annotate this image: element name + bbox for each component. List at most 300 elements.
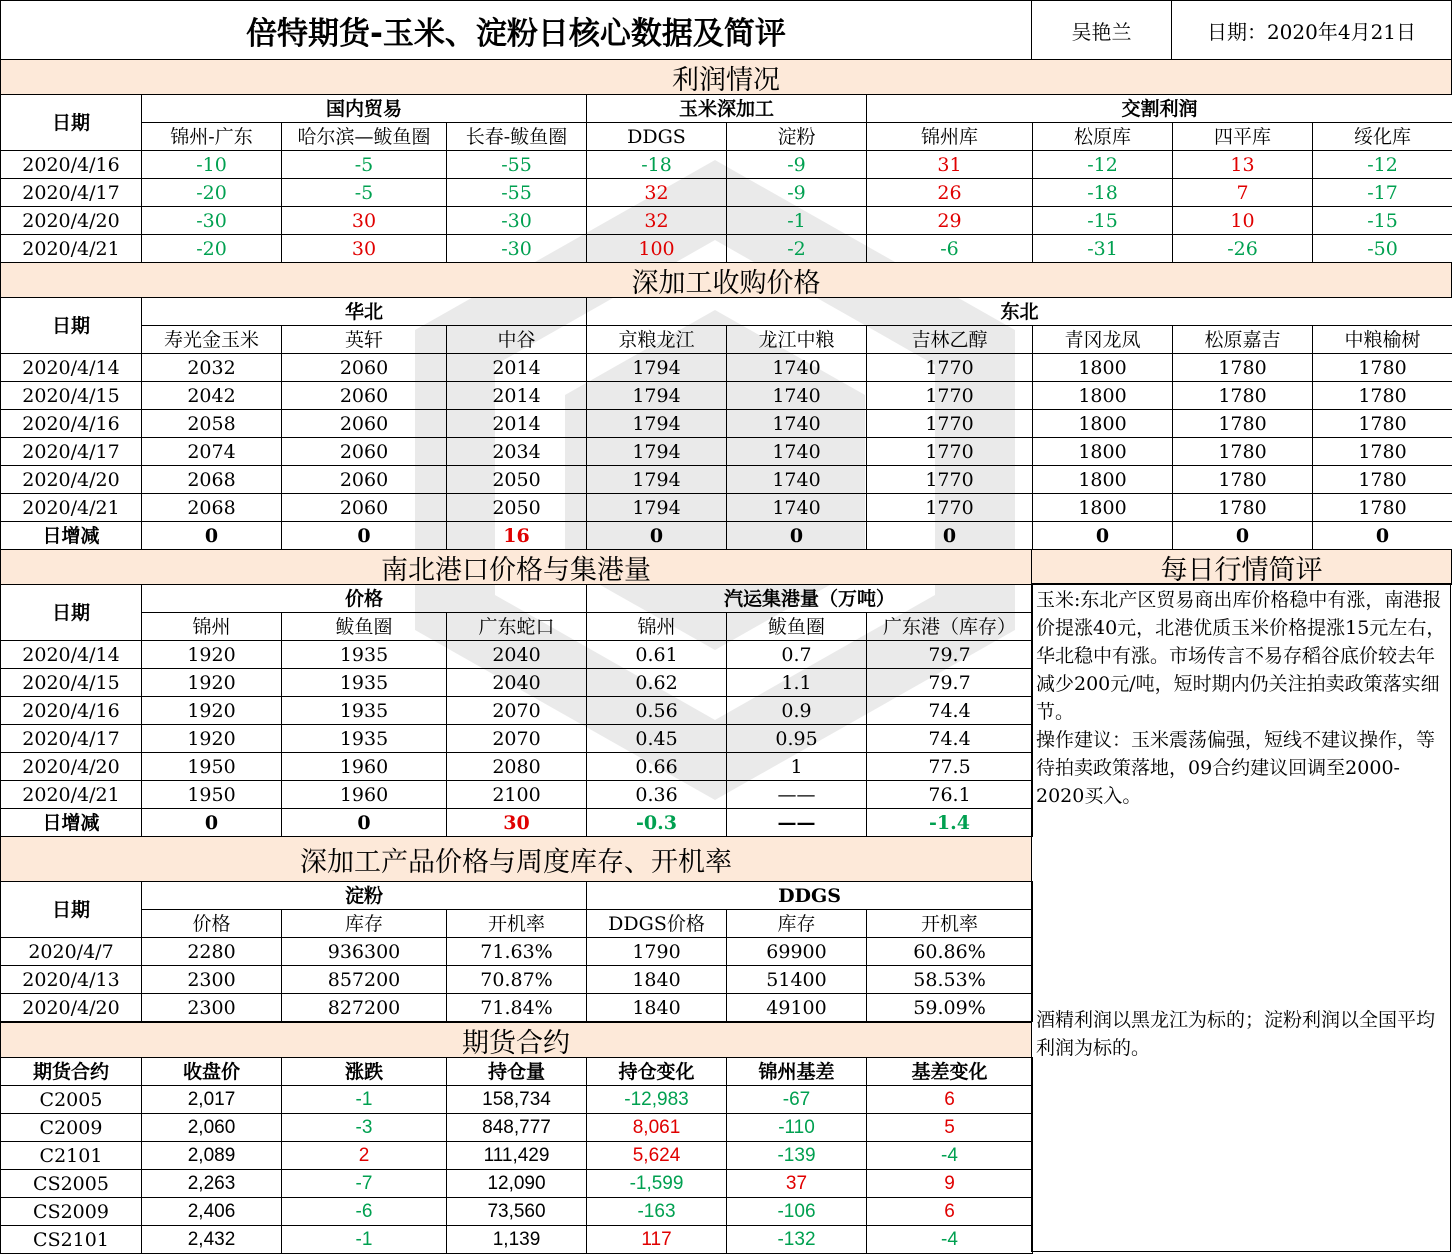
value-cell: 1780 <box>1173 354 1313 382</box>
group-header: 东北 <box>587 298 1452 326</box>
value-cell: -26 <box>1173 235 1313 263</box>
column-header: 锦州 <box>587 613 727 641</box>
value-cell: 2074 <box>142 438 282 466</box>
value-cell: -30 <box>142 207 282 235</box>
table-row <box>1 382 1452 410</box>
value-cell: 30 <box>282 235 447 263</box>
value-cell: 111,429 <box>447 1142 587 1170</box>
column-header: 涨跌 <box>282 1058 447 1086</box>
value-cell: 2034 <box>447 438 587 466</box>
value-cell: -1 <box>727 207 867 235</box>
value-cell: 1780 <box>1173 410 1313 438</box>
value-cell: -3 <box>282 1114 447 1142</box>
value-cell: 2060 <box>282 354 447 382</box>
value-cell: -67 <box>727 1086 867 1114</box>
value-cell: -50 <box>1313 235 1452 263</box>
table-row <box>1 466 1452 494</box>
column-header: 寿光金玉米 <box>142 326 282 354</box>
value-cell: 2070 <box>447 725 587 753</box>
value-cell: 2060 <box>282 438 447 466</box>
value-cell: 0.9 <box>727 697 867 725</box>
value-cell: 8,061 <box>587 1114 727 1142</box>
value-cell: -132 <box>727 1226 867 1254</box>
column-header: 京粮龙江 <box>587 326 727 354</box>
products-table <box>0 881 1033 1022</box>
value-cell: 1780 <box>1173 382 1313 410</box>
value-cell: 1794 <box>587 494 727 522</box>
value-cell: -110 <box>727 1114 867 1142</box>
column-header: 基差变化 <box>867 1058 1033 1086</box>
group-header: 汽运集港量（万吨） <box>587 585 1033 613</box>
column-header: 广东蛇口 <box>447 613 587 641</box>
value-cell: 1 <box>727 753 867 781</box>
value-cell: 2300 <box>142 966 282 994</box>
value-cell: 2068 <box>142 494 282 522</box>
value-cell: -6 <box>282 1198 447 1226</box>
value-cell: -20 <box>142 235 282 263</box>
value-cell: 1800 <box>1033 466 1173 494</box>
change-cell: —— <box>727 809 867 837</box>
commentary-panel <box>1031 583 1451 1252</box>
change-cell: 0 <box>867 522 1033 550</box>
value-cell: 1920 <box>142 641 282 669</box>
value-cell: -30 <box>447 235 587 263</box>
value-cell: 0.95 <box>727 725 867 753</box>
value-cell: 71.63% <box>447 938 587 966</box>
value-cell: 1770 <box>867 354 1033 382</box>
table-row <box>1 669 1033 697</box>
change-cell: 0 <box>1173 522 1313 550</box>
table-row <box>1 1226 1033 1254</box>
column-header: 锦州库 <box>867 123 1033 151</box>
date-cell: 2020/4/17 <box>1 438 142 466</box>
value-cell: 1840 <box>587 994 727 1022</box>
value-cell: 1770 <box>867 438 1033 466</box>
column-header: 中谷 <box>447 326 587 354</box>
value-cell: 2,060 <box>142 1114 282 1142</box>
value-cell: 0.56 <box>587 697 727 725</box>
value-cell: 32 <box>587 179 727 207</box>
column-header: 松原嘉吉 <box>1173 326 1313 354</box>
value-cell: 2280 <box>142 938 282 966</box>
report-title: 倍特期货-玉米、淀粉日核心数据及简评 <box>0 0 1032 60</box>
value-cell: 1920 <box>142 725 282 753</box>
value-cell: —— <box>727 781 867 809</box>
date-cell: 2020/4/21 <box>1 494 142 522</box>
value-cell: 1935 <box>282 697 447 725</box>
value-cell: 10 <box>1173 207 1313 235</box>
value-cell: 30 <box>282 207 447 235</box>
value-cell: 1794 <box>587 466 727 494</box>
value-cell: 73,560 <box>447 1198 587 1226</box>
value-cell: 2060 <box>282 494 447 522</box>
value-cell: 2,017 <box>142 1086 282 1114</box>
table-row <box>1 151 1452 179</box>
value-cell: 7 <box>1173 179 1313 207</box>
value-cell: 1780 <box>1313 438 1452 466</box>
value-cell: 37 <box>727 1170 867 1198</box>
column-header: 锦州基差 <box>727 1058 867 1086</box>
value-cell: -163 <box>587 1198 727 1226</box>
value-cell: 76.1 <box>867 781 1033 809</box>
value-cell: -5 <box>282 151 447 179</box>
column-header: 开机率 <box>447 910 587 938</box>
value-cell: 2014 <box>447 354 587 382</box>
change-label: 日增减 <box>1 809 142 837</box>
value-cell: 58.53% <box>867 966 1033 994</box>
value-cell: 1800 <box>1033 354 1173 382</box>
value-cell: 77.5 <box>867 753 1033 781</box>
change-label: 日增减 <box>1 522 142 550</box>
value-cell: 1794 <box>587 354 727 382</box>
column-header: 松原库 <box>1033 123 1173 151</box>
value-cell: 0.62 <box>587 669 727 697</box>
value-cell: 2050 <box>447 466 587 494</box>
value-cell: 2040 <box>447 669 587 697</box>
value-cell: -18 <box>1033 179 1173 207</box>
table-row <box>1 179 1452 207</box>
profit-table <box>0 94 1452 263</box>
value-cell: 12,090 <box>447 1170 587 1198</box>
date-cell: 2020/4/15 <box>1 669 142 697</box>
value-cell: 1800 <box>1033 382 1173 410</box>
value-cell: 1770 <box>867 466 1033 494</box>
value-cell: -55 <box>447 151 587 179</box>
value-cell: -139 <box>727 1142 867 1170</box>
date-cell: 2020/4/16 <box>1 410 142 438</box>
value-cell: 51400 <box>727 966 867 994</box>
date-cell: 2020/4/15 <box>1 382 142 410</box>
column-header: 哈尔滨—鲅鱼圈 <box>282 123 447 151</box>
table-row <box>1 781 1033 809</box>
value-cell: -5 <box>282 179 447 207</box>
value-cell: 1780 <box>1313 410 1452 438</box>
value-cell: 1935 <box>282 641 447 669</box>
column-header: DDGS价格 <box>587 910 727 938</box>
commentary-footnote: 酒精利润以黑龙江为标的；淀粉利润以全国平均利润为标的。 <box>1036 1006 1446 1062</box>
value-cell: -1,599 <box>587 1170 727 1198</box>
value-cell: 1780 <box>1313 494 1452 522</box>
value-cell: 1780 <box>1313 382 1452 410</box>
value-cell: 2060 <box>282 410 447 438</box>
column-header: 淀粉 <box>727 123 867 151</box>
value-cell: 1770 <box>867 410 1033 438</box>
value-cell: 5,624 <box>587 1142 727 1170</box>
change-cell: 0 <box>587 522 727 550</box>
contract-cell: CS2005 <box>1 1170 142 1198</box>
value-cell: 0.36 <box>587 781 727 809</box>
change-cell: 0 <box>727 522 867 550</box>
value-cell: 9 <box>867 1170 1033 1198</box>
value-cell: -1 <box>282 1226 447 1254</box>
value-cell: 79.7 <box>867 669 1033 697</box>
column-header: 绥化库 <box>1313 123 1452 151</box>
table-row <box>1 725 1033 753</box>
group-header: 交割利润 <box>867 95 1452 123</box>
group-header: 玉米深加工 <box>587 95 867 123</box>
column-header: 收盘价 <box>142 1058 282 1086</box>
value-cell: 74.4 <box>867 697 1033 725</box>
value-cell: 2100 <box>447 781 587 809</box>
value-cell: 0.45 <box>587 725 727 753</box>
date-cell: 2020/4/20 <box>1 994 142 1022</box>
commentary-advice: 操作建议：玉米震荡偏强，短线不建议操作，等待拍卖政策落地，09合约建议回调至2000-2020买入。 <box>1036 726 1446 810</box>
date-cell: 2020/4/13 <box>1 966 142 994</box>
table-row <box>1 938 1033 966</box>
column-header: 四平库 <box>1173 123 1313 151</box>
value-cell: -15 <box>1313 207 1452 235</box>
value-cell: 1935 <box>282 669 447 697</box>
table-row <box>1 438 1452 466</box>
value-cell: -30 <box>447 207 587 235</box>
column-header: 持仓变化 <box>587 1058 727 1086</box>
value-cell: 1770 <box>867 494 1033 522</box>
table-row <box>1 1114 1033 1142</box>
table-row <box>1 494 1452 522</box>
column-header: 锦州-广东 <box>142 123 282 151</box>
value-cell: -17 <box>1313 179 1452 207</box>
value-cell: 100 <box>587 235 727 263</box>
value-cell: 2,406 <box>142 1198 282 1226</box>
value-cell: 1740 <box>727 438 867 466</box>
value-cell: 2050 <box>447 494 587 522</box>
column-header: 价格 <box>142 910 282 938</box>
value-cell: -6 <box>867 235 1033 263</box>
date-cell: 2020/4/20 <box>1 753 142 781</box>
value-cell: 1960 <box>282 781 447 809</box>
value-cell: 6 <box>867 1198 1033 1226</box>
value-cell: 1800 <box>1033 438 1173 466</box>
contract-cell: CS2101 <box>1 1226 142 1254</box>
value-cell: 71.84% <box>447 994 587 1022</box>
value-cell: 69900 <box>727 938 867 966</box>
column-header: 龙江中粮 <box>727 326 867 354</box>
contract-cell: C2101 <box>1 1142 142 1170</box>
value-cell: 848,777 <box>447 1114 587 1142</box>
value-cell: 32 <box>587 207 727 235</box>
value-cell: 2,432 <box>142 1226 282 1254</box>
group-header: 华北 <box>142 298 587 326</box>
value-cell: -4 <box>867 1142 1033 1170</box>
value-cell: 2040 <box>447 641 587 669</box>
value-cell: 5 <box>867 1114 1033 1142</box>
value-cell: 2,263 <box>142 1170 282 1198</box>
change-cell: -0.3 <box>587 809 727 837</box>
value-cell: -9 <box>727 179 867 207</box>
column-header: 持仓量 <box>447 1058 587 1086</box>
value-cell: -15 <box>1033 207 1173 235</box>
change-cell: 0 <box>282 522 447 550</box>
table-row <box>1 994 1033 1022</box>
value-cell: 6 <box>867 1086 1033 1114</box>
table-row <box>1 753 1033 781</box>
value-cell: 60.86% <box>867 938 1033 966</box>
value-cell: 74.4 <box>867 725 1033 753</box>
column-header: 中粮榆树 <box>1313 326 1452 354</box>
value-cell: 2042 <box>142 382 282 410</box>
table-row <box>1 1170 1033 1198</box>
value-cell: -55 <box>447 179 587 207</box>
value-cell: 0.7 <box>727 641 867 669</box>
table-row <box>1 1086 1033 1114</box>
date-cell: 2020/4/17 <box>1 725 142 753</box>
value-cell: 1794 <box>587 382 727 410</box>
value-cell: 1800 <box>1033 494 1173 522</box>
column-header: 英轩 <box>282 326 447 354</box>
column-header: 吉林乙醇 <box>867 326 1033 354</box>
value-cell: 2014 <box>447 382 587 410</box>
value-cell: -1 <box>282 1086 447 1114</box>
author-name: 吴艳兰 <box>1031 0 1172 60</box>
date-cell: 2020/4/17 <box>1 179 142 207</box>
commentary-paragraph: 玉米:东北产区贸易商出库价格稳中有涨，南港报价提涨40元，北港优质玉米价格提涨15元左右，华北稳中有涨。市场传言不易存稻谷底价较去年减少200元/吨，短时期内仍关注拍卖政策落实细节。 <box>1036 586 1446 726</box>
value-cell: 1840 <box>587 966 727 994</box>
value-cell: 1740 <box>727 410 867 438</box>
column-header: 期货合约 <box>1 1058 142 1086</box>
group-header: 国内贸易 <box>142 95 587 123</box>
value-cell: 2060 <box>282 466 447 494</box>
value-cell: 857200 <box>282 966 447 994</box>
date-header: 日期 <box>1 298 142 354</box>
value-cell: 1740 <box>727 466 867 494</box>
value-cell: -12,983 <box>587 1086 727 1114</box>
column-header: 长春-鲅鱼圈 <box>447 123 587 151</box>
column-header: 广东港（库存） <box>867 613 1033 641</box>
value-cell: 49100 <box>727 994 867 1022</box>
value-cell: 827200 <box>282 994 447 1022</box>
column-header: 库存 <box>727 910 867 938</box>
value-cell: -10 <box>142 151 282 179</box>
value-cell: 0.66 <box>587 753 727 781</box>
contract-cell: C2005 <box>1 1086 142 1114</box>
change-row <box>1 809 1033 837</box>
value-cell: 1794 <box>587 438 727 466</box>
date-header: 日期 <box>1 95 142 151</box>
value-cell: 13 <box>1173 151 1313 179</box>
value-cell: 1800 <box>1033 410 1173 438</box>
table-row <box>1 354 1452 382</box>
value-cell: 79.7 <box>867 641 1033 669</box>
value-cell: 2060 <box>282 382 447 410</box>
column-header: 开机率 <box>867 910 1033 938</box>
table-row <box>1 641 1033 669</box>
date-cell: 2020/4/14 <box>1 641 142 669</box>
date-cell: 2020/4/20 <box>1 207 142 235</box>
value-cell: 1780 <box>1173 466 1313 494</box>
section-title-profit: 利润情况 <box>0 59 1452 95</box>
section-title-commentary: 每日行情简评 <box>1031 549 1452 585</box>
value-cell: 2068 <box>142 466 282 494</box>
change-cell: 0 <box>1033 522 1173 550</box>
column-header: 鲅鱼圈 <box>282 613 447 641</box>
value-cell: 1,139 <box>447 1226 587 1254</box>
value-cell: 1780 <box>1173 494 1313 522</box>
value-cell: -106 <box>727 1198 867 1226</box>
value-cell: 1794 <box>587 410 727 438</box>
table-row <box>1 1142 1033 1170</box>
value-cell: 2032 <box>142 354 282 382</box>
value-cell: -9 <box>727 151 867 179</box>
change-cell: -1.4 <box>867 809 1033 837</box>
date-cell: 2020/4/21 <box>1 235 142 263</box>
value-cell: 2080 <box>447 753 587 781</box>
value-cell: 1.1 <box>727 669 867 697</box>
value-cell: 1960 <box>282 753 447 781</box>
value-cell: 936300 <box>282 938 447 966</box>
change-cell: 0 <box>142 522 282 550</box>
group-header: DDGS <box>587 882 1033 910</box>
report-date: 日期：2020年4月21日 <box>1171 0 1452 60</box>
value-cell: 1740 <box>727 494 867 522</box>
column-header: 鲅鱼圈 <box>727 613 867 641</box>
value-cell: 2070 <box>447 697 587 725</box>
value-cell: 1770 <box>867 382 1033 410</box>
value-cell: 70.87% <box>447 966 587 994</box>
value-cell: 31 <box>867 151 1033 179</box>
section-title-purchase: 深加工收购价格 <box>0 262 1452 298</box>
date-cell: 2020/4/21 <box>1 781 142 809</box>
table-row <box>1 1198 1033 1226</box>
value-cell: 1920 <box>142 697 282 725</box>
value-cell: -12 <box>1033 151 1173 179</box>
change-cell: 0 <box>142 809 282 837</box>
table-row <box>1 207 1452 235</box>
change-cell: 0 <box>282 809 447 837</box>
value-cell: 1780 <box>1313 354 1452 382</box>
group-header: 淀粉 <box>142 882 587 910</box>
table-row <box>1 966 1033 994</box>
value-cell: 2058 <box>142 410 282 438</box>
date-cell: 2020/4/20 <box>1 466 142 494</box>
date-cell: 2020/4/16 <box>1 697 142 725</box>
change-cell: 0 <box>1313 522 1452 550</box>
value-cell: 1920 <box>142 669 282 697</box>
section-title-futures: 期货合约 <box>0 1022 1032 1058</box>
port-table <box>0 584 1033 837</box>
section-title-port: 南北港口价格与集港量 <box>0 549 1032 585</box>
contract-cell: CS2009 <box>1 1198 142 1226</box>
column-header: 锦州 <box>142 613 282 641</box>
column-header: 青冈龙凤 <box>1033 326 1173 354</box>
value-cell: -18 <box>587 151 727 179</box>
value-cell: 1790 <box>587 938 727 966</box>
value-cell: 1780 <box>1313 466 1452 494</box>
value-cell: 2 <box>282 1142 447 1170</box>
value-cell: 26 <box>867 179 1033 207</box>
contract-cell: C2009 <box>1 1114 142 1142</box>
value-cell: -4 <box>867 1226 1033 1254</box>
change-cell: 30 <box>447 809 587 837</box>
value-cell: 1740 <box>727 382 867 410</box>
value-cell: 2300 <box>142 994 282 1022</box>
value-cell: -20 <box>142 179 282 207</box>
futures-table <box>0 1057 1033 1254</box>
value-cell: 1740 <box>727 354 867 382</box>
column-header: DDGS <box>587 123 727 151</box>
value-cell: 59.09% <box>867 994 1033 1022</box>
value-cell: 1935 <box>282 725 447 753</box>
date-cell: 2020/4/16 <box>1 151 142 179</box>
date-header: 日期 <box>1 882 142 938</box>
value-cell: -7 <box>282 1170 447 1198</box>
value-cell: 0.61 <box>587 641 727 669</box>
table-row <box>1 235 1452 263</box>
section-title-products: 深加工产品价格与周度库存、开机率 <box>0 836 1032 882</box>
change-row <box>1 522 1452 550</box>
change-cell: 16 <box>447 522 587 550</box>
value-cell: 2,089 <box>142 1142 282 1170</box>
value-cell: -2 <box>727 235 867 263</box>
